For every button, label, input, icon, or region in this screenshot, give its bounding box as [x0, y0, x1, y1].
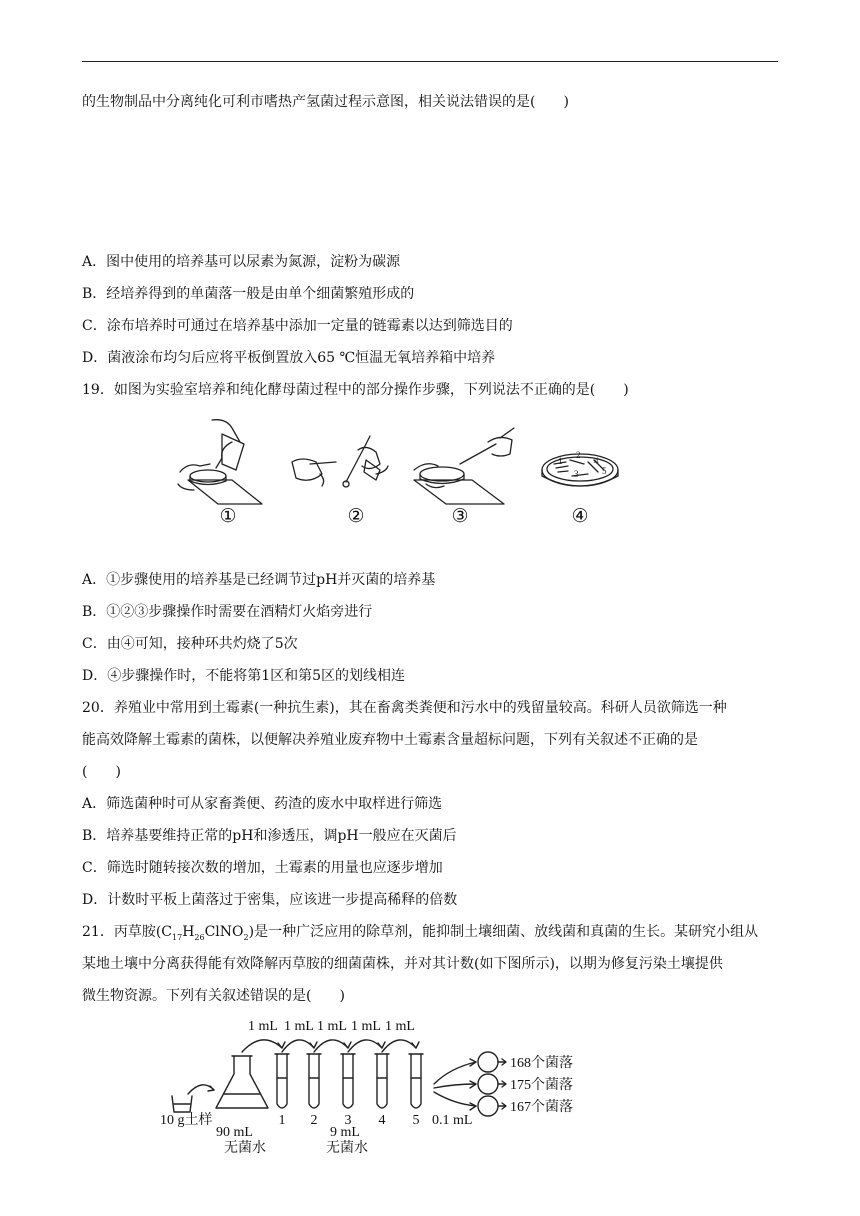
formula-o-count: 2 — [243, 932, 249, 942]
colony-count-3: 167个菌落 — [510, 1100, 573, 1115]
plate-zone-label-5: 5 — [602, 466, 607, 476]
step1-pouring-illustration — [178, 420, 262, 504]
tube-number-4: 4 — [378, 1113, 386, 1128]
dilution-flask — [216, 1056, 268, 1108]
header-rule — [82, 61, 778, 62]
q20-option-a: A．筛选菌种时可从家畜粪便、药渣的废水中取样进行筛选 — [82, 796, 443, 812]
tube-water-label: 无菌水 — [326, 1141, 368, 1156]
q21-dilution-figure — [150, 1012, 600, 1162]
q18-stem: 的生物制品中分离纯化可利市嗜热产氢菌过程示意图，相关说法错误的是( ) — [82, 94, 569, 110]
soil-sample-label: 10 g土样 — [160, 1113, 213, 1128]
plate-zone-label-3: 3 — [574, 469, 579, 479]
flask-volume-label: 90 mL — [216, 1125, 253, 1140]
step-label-4: ④ — [571, 506, 589, 527]
step-label-2: ② — [347, 506, 365, 527]
formula-c: C — [161, 924, 172, 940]
tube-number-3: 3 — [344, 1113, 352, 1128]
step2-inoculation-illustration — [292, 436, 388, 487]
transfer-volume-label-5: 1 mL — [385, 1019, 415, 1034]
plate-zone-label-1: 1 — [558, 456, 563, 466]
transfer-volume-label-3: 1 mL — [317, 1019, 347, 1034]
transfer-arrow-4 — [348, 1040, 382, 1052]
transfer-volume-label-4: 1 mL — [351, 1019, 381, 1034]
flask-water-label: 无菌水 — [224, 1141, 266, 1156]
formula-h-count: 26 — [194, 932, 205, 942]
step3-streaking-illustration — [414, 428, 514, 504]
formula-c-count: 17 — [172, 932, 183, 942]
formula-clno: ClNO — [204, 924, 244, 940]
q21-stem-line2: 某地土壤中分离获得能有效降解丙草胺的细菌菌株，并对其计数(如下图所示)，以期为修复污染土壤提供 — [82, 956, 723, 972]
plate-3 — [478, 1096, 498, 1116]
q19-option-c: C．由④可知，接种环共灼烧了5次 — [82, 636, 298, 652]
q19-option-a: A．①步骤使用的培养基是已经调节过pH并灭菌的培养基 — [82, 572, 436, 588]
transfer-volume-label-1: 1 mL — [248, 1019, 278, 1034]
plate-zone-label-4: 4 — [594, 456, 599, 466]
test-tube-3 — [341, 1054, 355, 1108]
plate-2 — [478, 1074, 498, 1094]
tube-number-5: 5 — [412, 1113, 420, 1128]
tube-number-1: 1 — [278, 1113, 286, 1128]
transfer-arrow-3 — [314, 1040, 348, 1052]
q21-stem-prefix: 21．丙草胺( — [82, 924, 162, 940]
q18-option-b: B．经培养得到的单菌落一般是由单个细菌繁殖形成的 — [82, 286, 415, 302]
q20-option-d: D．计数时平板上菌落过于密集，应该进一步提高稀释的倍数 — [82, 892, 458, 908]
q18-option-a: A．图中使用的培养基可以尿素为氮源，淀粉为碳源 — [82, 254, 401, 270]
test-tube-5 — [409, 1054, 423, 1108]
step-label-3: ③ — [451, 506, 469, 527]
q21-stem-line1 — [82, 923, 758, 947]
transfer-volume-label-2: 1 mL — [284, 1019, 314, 1034]
tube-number-2: 2 — [310, 1113, 318, 1128]
transfer-arrow-2 — [282, 1040, 314, 1052]
q21-stem-suffix: )是一种广泛应用的除草剂，能抑制土壤细菌、放线菌和真菌的生长。某研究小组从 — [248, 924, 759, 940]
test-tube-1 — [275, 1054, 289, 1108]
transfer-arrow-5 — [382, 1040, 416, 1052]
formula-h: H — [182, 924, 195, 940]
q21-formula — [161, 924, 248, 940]
plate-zone-label-2: 2 — [576, 450, 581, 460]
colony-count-1: 168个菌落 — [510, 1056, 573, 1071]
q20-stem-line3: ( ) — [82, 764, 121, 780]
colony-count-2: 175个菌落 — [510, 1078, 573, 1093]
q20-option-c: C．筛选时随转接次数的增加，土霉素的用量也应逐步增加 — [82, 860, 443, 876]
q20-stem-line1: 20．养殖业中常用到土霉素(一种抗生素)，其在畜禽类粪便和污水中的残留量较高。科研人员欲筛选一种 — [82, 700, 727, 716]
q19-figure — [170, 414, 630, 530]
plating-volume-label: 0.1 mL — [432, 1113, 473, 1128]
q19-option-b: B．①②③步骤操作时需要在酒精灯火焰旁进行 — [82, 604, 373, 620]
tube-volume-label: 9 mL — [330, 1125, 360, 1140]
transfer-arrow-1 — [242, 1040, 282, 1052]
q20-stem-line2: 能高效降解土霉素的菌株，以便解决养殖业废弃物中土霉素含量超标问题，下列有关叙述不正确的是 — [82, 732, 698, 748]
plate-1 — [478, 1052, 498, 1072]
step-label-1: ① — [219, 506, 237, 527]
q18-option-c: C．涂布培养时可通过在培养基中添加一定量的链霉素以达到筛选目的 — [82, 318, 513, 334]
test-tube-2 — [307, 1054, 321, 1108]
q18-option-d: D．菌液涂布均匀后应将平板倒置放入65 ℃恒温无氧培养箱中培养 — [82, 350, 496, 366]
test-tube-4 — [375, 1054, 389, 1108]
q19-option-d: D．④步骤操作时，不能将第1区和第5区的划线相连 — [82, 668, 406, 684]
q21-stem-line3: 微生物资源。下列有关叙述错误的是( ) — [82, 988, 345, 1004]
q20-option-b: B．培养基要维持正常的pH和渗透压，调pH一般应在灭菌后 — [82, 828, 457, 844]
q19-stem: 19．如图为实验室培养和纯化酵母菌过程中的部分操作步骤，下列说法不正确的是( ) — [82, 382, 629, 398]
